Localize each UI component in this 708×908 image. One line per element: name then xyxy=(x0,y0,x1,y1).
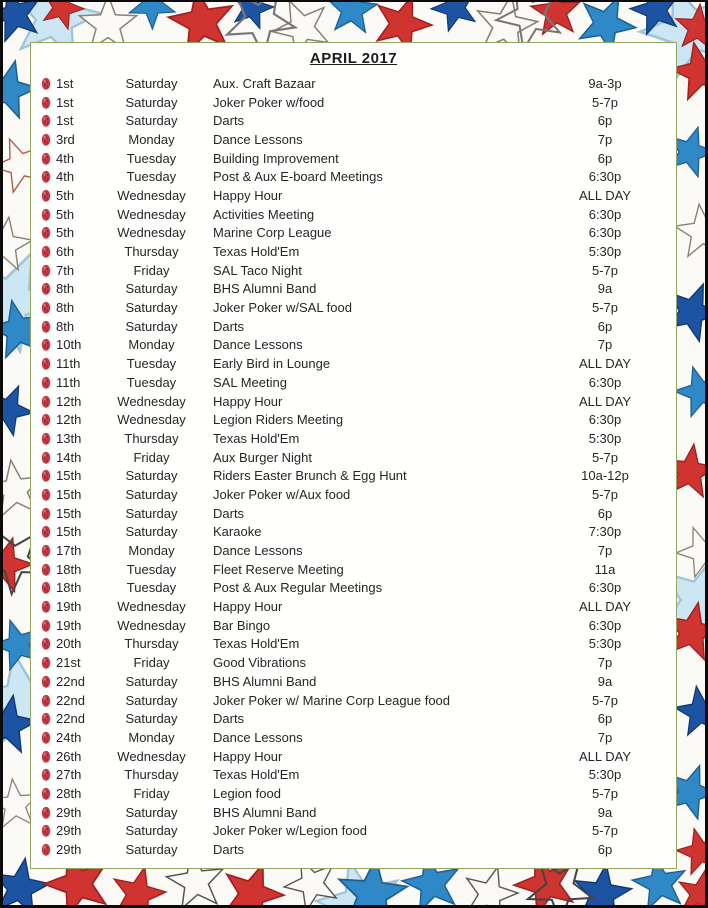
event-day: Saturday xyxy=(125,281,178,297)
event-day: Saturday xyxy=(125,711,178,727)
event-day: Wednesday xyxy=(117,206,186,222)
event-row xyxy=(31,765,676,784)
easter-egg-icon xyxy=(41,208,51,221)
event-row xyxy=(31,205,676,224)
event-date: 15th xyxy=(56,486,82,502)
event-date: 5th xyxy=(56,225,75,241)
easter-egg-icon xyxy=(41,469,51,482)
easter-egg-icon xyxy=(41,525,51,538)
event-date: 27th xyxy=(56,767,82,783)
event-row xyxy=(31,709,676,728)
event-day: Friday xyxy=(133,449,170,465)
event-time: ALL DAY xyxy=(578,393,632,409)
event-row xyxy=(31,167,676,186)
event-day: Tuesday xyxy=(126,169,177,185)
event-time: 7p xyxy=(597,729,613,745)
event-time: 5-7p xyxy=(591,94,619,110)
event-day: Monday xyxy=(128,729,175,745)
event-name: Marine Corp League xyxy=(213,225,332,241)
easter-egg-icon xyxy=(41,619,51,632)
event-day: Saturday xyxy=(125,823,178,839)
event-name: Happy Hour xyxy=(213,748,283,764)
event-date: 17th xyxy=(56,543,82,559)
event-name: Activities Meeting xyxy=(213,206,315,222)
event-name: Riders Easter Brunch & Egg Hunt xyxy=(213,468,407,484)
event-time: 7p xyxy=(597,655,613,671)
event-date: 19th xyxy=(56,599,82,615)
event-date: 11th xyxy=(56,356,81,372)
event-row xyxy=(31,485,676,504)
event-row xyxy=(31,672,676,691)
event-date: 6th xyxy=(56,244,75,260)
event-time: 5:30p xyxy=(588,767,622,783)
event-name: Happy Hour xyxy=(213,187,283,203)
event-day: Monday xyxy=(128,337,175,353)
event-row xyxy=(31,579,676,598)
easter-egg-icon xyxy=(41,226,51,239)
event-name: Dance Lessons xyxy=(213,337,303,353)
event-date: 5th xyxy=(56,206,75,222)
event-day: Saturday xyxy=(125,505,178,521)
event-name: SAL Taco Night xyxy=(213,262,302,278)
event-time: 11a xyxy=(594,561,616,577)
event-time: 5-7p xyxy=(591,300,619,316)
easter-egg-icon xyxy=(41,507,51,520)
event-time: ALL DAY xyxy=(578,748,632,764)
event-name: Dance Lessons xyxy=(213,543,303,559)
event-day: Thursday xyxy=(124,767,179,783)
event-day: Monday xyxy=(128,131,175,147)
event-name: SAL Meeting xyxy=(213,374,287,390)
event-time: 5-7p xyxy=(591,262,619,278)
event-row xyxy=(31,242,676,261)
event-name: Joker Poker w/food xyxy=(213,94,325,110)
event-row xyxy=(31,224,676,243)
event-time: 5:30p xyxy=(588,244,622,260)
event-name: BHS Alumni Band xyxy=(213,804,317,820)
event-date: 14th xyxy=(56,449,82,465)
event-name: Darts xyxy=(213,842,245,858)
easter-egg-icon xyxy=(41,338,51,351)
easter-egg-icon xyxy=(41,432,51,445)
event-row xyxy=(31,373,676,392)
easter-egg-icon xyxy=(41,133,51,146)
event-name: Texas Hold'Em xyxy=(213,430,300,446)
event-date: 8th xyxy=(56,300,75,316)
event-row xyxy=(31,504,676,523)
easter-egg-icon xyxy=(41,824,51,837)
event-row xyxy=(31,541,676,560)
event-date: 18th xyxy=(56,580,82,596)
event-time: 6:30p xyxy=(588,412,622,428)
event-date: 1st xyxy=(56,94,74,110)
easter-egg-icon xyxy=(41,114,51,127)
event-day: Saturday xyxy=(125,486,178,502)
easter-egg-icon xyxy=(41,282,51,295)
event-name: BHS Alumni Band xyxy=(213,673,317,689)
event-time: 10a-12p xyxy=(581,468,629,484)
event-time: 5-7p xyxy=(591,486,619,502)
event-date: 22nd xyxy=(56,692,85,708)
easter-egg-icon xyxy=(41,750,51,763)
event-row xyxy=(31,560,676,579)
event-row xyxy=(31,466,676,485)
event-date: 15th xyxy=(56,505,82,521)
event-name: Dance Lessons xyxy=(213,131,303,147)
event-date: 10th xyxy=(56,337,82,353)
event-row xyxy=(31,298,676,317)
event-name: Texas Hold'Em xyxy=(213,767,300,783)
event-date: 12th xyxy=(56,412,82,428)
event-name: Darts xyxy=(213,505,245,521)
event-time: 5:30p xyxy=(588,636,622,652)
event-date: 28th xyxy=(56,785,82,801)
event-day: Wednesday xyxy=(117,748,186,764)
easter-egg-icon xyxy=(41,152,51,165)
event-day: Saturday xyxy=(125,692,178,708)
event-name: Legion Riders Meeting xyxy=(213,412,344,428)
event-name: Aux Burger Night xyxy=(213,449,312,465)
event-time: ALL DAY xyxy=(578,187,632,203)
event-date: 8th xyxy=(56,318,75,334)
event-day: Wednesday xyxy=(117,617,186,633)
event-day: Wednesday xyxy=(117,187,186,203)
event-name: Joker Poker w/SAL food xyxy=(213,300,352,316)
event-name: Darts xyxy=(213,711,245,727)
event-row xyxy=(31,186,676,205)
event-day: Saturday xyxy=(125,113,178,129)
event-date: 5th xyxy=(56,187,75,203)
event-date: 18th xyxy=(56,561,82,577)
event-time: 6:30p xyxy=(588,580,622,596)
easter-egg-icon xyxy=(41,320,51,333)
event-day: Friday xyxy=(133,655,170,671)
event-name: Darts xyxy=(213,318,245,334)
event-day: Tuesday xyxy=(126,580,177,596)
easter-egg-icon xyxy=(41,768,51,781)
event-row xyxy=(31,523,676,542)
event-time: 5-7p xyxy=(591,449,619,465)
event-date: 7th xyxy=(56,262,75,278)
event-time: 6p xyxy=(597,113,613,129)
easter-egg-icon xyxy=(41,264,51,277)
event-name: Joker Poker w/ Marine Corp League food xyxy=(213,692,451,708)
event-name: Karaoke xyxy=(213,524,262,540)
event-time: 7p xyxy=(597,131,613,147)
event-row xyxy=(31,691,676,710)
easter-egg-icon xyxy=(41,712,51,725)
easter-egg-icon xyxy=(41,637,51,650)
event-time: 6:30p xyxy=(588,617,622,633)
easter-egg-icon xyxy=(41,656,51,669)
page-title: APRIL 2017 xyxy=(309,50,398,67)
event-day: Saturday xyxy=(125,75,178,91)
event-day: Saturday xyxy=(125,842,178,858)
event-day: Tuesday xyxy=(126,150,177,166)
event-name: Texas Hold'Em xyxy=(213,636,300,652)
event-name: BHS Alumni Band xyxy=(213,281,317,297)
event-name: Early Bird in Lounge xyxy=(213,356,331,372)
event-date: 29th xyxy=(56,823,82,839)
event-time: 6p xyxy=(597,711,613,727)
event-name: Happy Hour xyxy=(213,599,283,615)
event-row xyxy=(31,448,676,467)
event-row xyxy=(31,130,676,149)
event-time: 6:30p xyxy=(588,225,622,241)
event-time: 9a xyxy=(597,673,613,689)
event-date: 29th xyxy=(56,804,82,820)
event-day: Monday xyxy=(128,543,175,559)
event-row xyxy=(31,747,676,766)
easter-egg-icon xyxy=(41,731,51,744)
event-name: Good Vibrations xyxy=(213,655,306,671)
event-time: 5-7p xyxy=(591,785,619,801)
easter-egg-icon xyxy=(41,843,51,856)
event-time: 6p xyxy=(597,505,613,521)
event-date: 21st xyxy=(56,655,81,671)
event-day: Thursday xyxy=(124,244,179,260)
event-name: Texas Hold'Em xyxy=(213,244,300,260)
event-row xyxy=(31,74,676,93)
event-day: Wednesday xyxy=(117,599,186,615)
easter-egg-icon xyxy=(41,451,51,464)
event-row xyxy=(31,261,676,280)
event-name: Happy Hour xyxy=(213,393,283,409)
event-day: Tuesday xyxy=(126,561,177,577)
event-time: 7:30p xyxy=(588,524,622,540)
easter-egg-icon xyxy=(41,357,51,370)
event-row xyxy=(31,392,676,411)
easter-egg-icon xyxy=(41,563,51,576)
event-time: 7p xyxy=(597,543,613,559)
event-date: 8th xyxy=(56,281,75,297)
event-date: 20th xyxy=(56,636,82,652)
event-day: Wednesday xyxy=(117,393,186,409)
event-date: 22nd xyxy=(56,673,85,689)
event-day: Wednesday xyxy=(117,225,186,241)
event-time: 5-7p xyxy=(591,823,619,839)
event-row xyxy=(31,597,676,616)
event-name: Joker Poker w/Legion food xyxy=(213,823,367,839)
easter-egg-icon xyxy=(41,189,51,202)
easter-egg-icon xyxy=(41,96,51,109)
event-time: 9a-3p xyxy=(588,75,622,91)
easter-egg-icon xyxy=(41,694,51,707)
event-name: Post & Aux E-board Meetings xyxy=(213,169,383,185)
event-name: Bar Bingo xyxy=(213,617,271,633)
event-row xyxy=(31,354,676,373)
event-row xyxy=(31,93,676,112)
event-date: 15th xyxy=(56,524,82,540)
easter-egg-icon xyxy=(41,806,51,819)
event-date: 1st xyxy=(56,113,74,129)
event-time: 9a xyxy=(597,281,613,297)
event-time: 6:30p xyxy=(588,206,622,222)
event-day: Saturday xyxy=(125,468,178,484)
event-day: Saturday xyxy=(125,524,178,540)
event-row xyxy=(31,111,676,130)
event-date: 29th xyxy=(56,842,82,858)
event-day: Saturday xyxy=(125,673,178,689)
event-name: Dance Lessons xyxy=(213,729,303,745)
event-date: 12th xyxy=(56,393,82,409)
easter-egg-icon xyxy=(41,77,51,90)
event-date: 24th xyxy=(56,729,82,745)
event-name: Building Improvement xyxy=(213,150,339,166)
event-time: 5-7p xyxy=(591,692,619,708)
easter-egg-icon xyxy=(41,413,51,426)
event-row xyxy=(31,410,676,429)
event-time: 9a xyxy=(597,804,613,820)
event-day: Saturday xyxy=(125,318,178,334)
event-day: Friday xyxy=(133,785,170,801)
event-name: Aux. Craft Bazaar xyxy=(213,75,316,91)
easter-egg-icon xyxy=(41,675,51,688)
event-rows xyxy=(31,74,676,859)
calendar-panel xyxy=(30,42,677,869)
event-time: 6p xyxy=(597,318,613,334)
event-date: 13th xyxy=(56,430,82,446)
event-row xyxy=(31,616,676,635)
event-day: Tuesday xyxy=(126,374,177,390)
event-name: Fleet Reserve Meeting xyxy=(213,561,344,577)
event-row xyxy=(31,317,676,336)
event-date: 15th xyxy=(56,468,82,484)
event-name: Legion food xyxy=(213,785,281,801)
easter-egg-icon xyxy=(41,581,51,594)
event-name: Post & Aux Regular Meetings xyxy=(213,580,383,596)
easter-egg-icon xyxy=(41,544,51,557)
event-time: ALL DAY xyxy=(578,356,632,372)
event-row xyxy=(31,803,676,822)
event-time: 6:30p xyxy=(588,169,622,185)
event-day: Thursday xyxy=(124,636,179,652)
event-row xyxy=(31,653,676,672)
event-name: Darts xyxy=(213,113,245,129)
easter-egg-icon xyxy=(41,488,51,501)
event-time: 6p xyxy=(597,842,613,858)
event-row xyxy=(31,429,676,448)
event-day: Saturday xyxy=(125,94,178,110)
event-time: 6:30p xyxy=(588,374,622,390)
event-date: 1st xyxy=(56,75,74,91)
event-date: 22nd xyxy=(56,711,85,727)
event-row xyxy=(31,784,676,803)
event-date: 4th xyxy=(56,169,75,185)
event-row xyxy=(31,635,676,654)
event-row xyxy=(31,336,676,355)
event-row xyxy=(31,149,676,168)
event-day: Saturday xyxy=(125,804,178,820)
event-date: 3rd xyxy=(56,131,75,147)
event-day: Tuesday xyxy=(126,356,177,372)
event-row xyxy=(31,822,676,841)
event-time: 5:30p xyxy=(588,430,622,446)
event-day: Wednesday xyxy=(117,412,186,428)
event-time: 6p xyxy=(597,150,613,166)
event-day: Saturday xyxy=(125,300,178,316)
easter-egg-icon xyxy=(41,376,51,389)
easter-egg-icon xyxy=(41,600,51,613)
event-day: Thursday xyxy=(124,430,179,446)
event-date: 26th xyxy=(56,748,82,764)
event-time: 7p xyxy=(597,337,613,353)
easter-egg-icon xyxy=(41,245,51,258)
event-row xyxy=(31,728,676,747)
event-day: Friday xyxy=(133,262,170,278)
event-time: ALL DAY xyxy=(578,599,632,615)
event-date: 11th xyxy=(56,374,81,390)
easter-egg-icon xyxy=(41,301,51,314)
easter-egg-icon xyxy=(41,395,51,408)
event-date: 4th xyxy=(56,150,75,166)
event-name: Joker Poker w/Aux food xyxy=(213,486,351,502)
event-date: 19th xyxy=(56,617,82,633)
event-row xyxy=(31,280,676,299)
event-row xyxy=(31,840,676,859)
easter-egg-icon xyxy=(41,170,51,183)
easter-egg-icon xyxy=(41,787,51,800)
